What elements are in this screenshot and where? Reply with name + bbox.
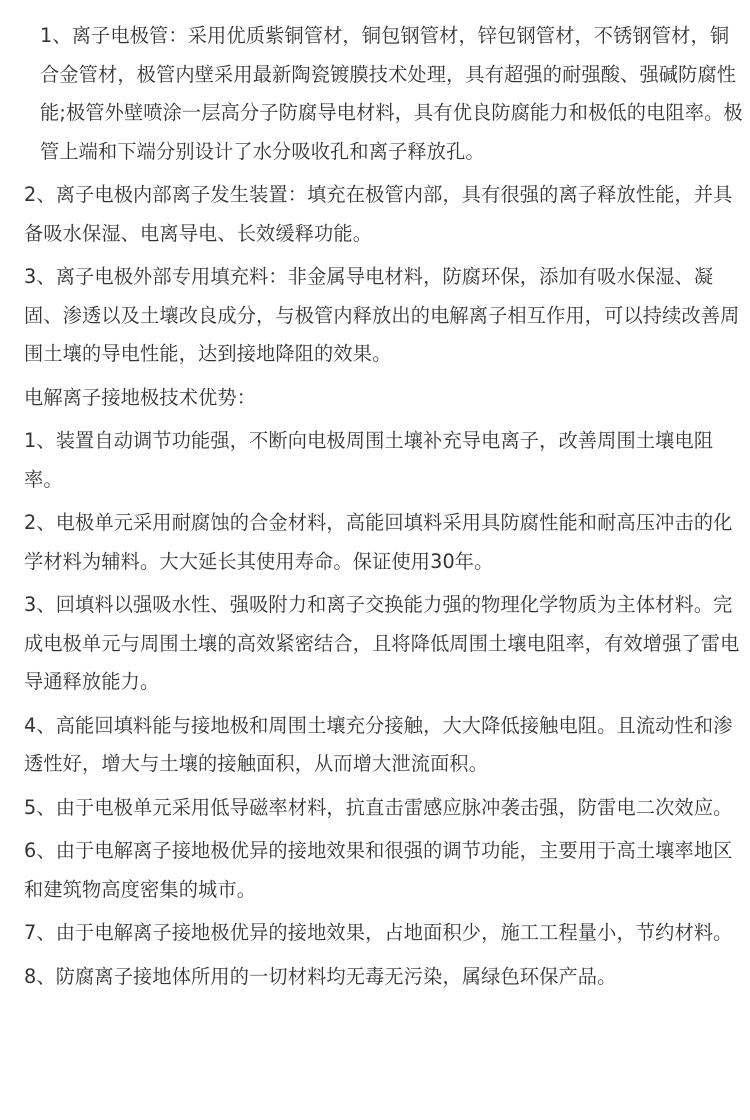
advantage-item-3: 3、回填料以强吸水性、强吸附力和离子交换能力强的物理化学物质为主体材料。完成电极单元与周围土壤的高效紧密结合，且将降低周围土壤电阻率，有效增强了雷电导通释放能力。 [24,593,740,693]
advantage-item-8: 8、防腐离子接地体所用的一切材料均无毒无污染，属绿色环保产品。 [24,964,617,988]
section-heading-advantages: 电解离子接地极技术优势： [24,385,257,409]
advantage-item-1: 1、装置自动调节功能强，不断向电极周围土壤补充导电离子，改善周围土壤电阻率。 [24,429,714,491]
advantage-item-4: 4、高能回填料能与接地极和周围土壤充分接触，大大降低接触电阻。且流动性和渗透性好，增大与土壤的接触面积，从而增大泄流面积。 [24,713,733,775]
advantage-item-5: 5、由于电极单元采用低导磁率材料，抗直击雷感应脉冲袭击强，防雷电二次效应。 [24,795,733,819]
advantage-item-7: 7、由于电解离子接地极优异的接地效果，占地面积少，施工工程量小，节约材料。 [24,921,733,944]
paragraph-ion-generator: 2、离子电极内部离子发生装置：填充在极管内部，具有很强的离子释放性能，并具备吸水保湿、电离导电、长效缓释功能。 [24,183,733,245]
paragraph-external-filler: 3、离子电极外部专用填充料：非金属导电材料，防腐环保，添加有吸水保湿、凝固、渗透以及土壤改良成分，与极管内释放出的电解离子相互作用，可以持续改善周围土壤的导电性能，达到接地降阻的效果。 [24,265,740,365]
advantage-item-6: 6、由于电解离子接地极优异的接地效果和很强的调节功能，主要用于高土壤率地区和建筑物高度密集的城市。 [24,839,733,901]
document-body [24,17,744,1001]
advantage-item-2: 2、电极单元采用耐腐蚀的合金材料，高能回填料采用具防腐性能和耐高压冲击的化学材料为辅料。大大延长其使用寿命。保证使用30年。 [24,511,733,573]
paragraph-electrode-tube: 1、离子电极管：采用优质紫铜管材，铜包钢管材，锌包钢管材，不锈钢管材，铜合金管材，极管内壁采用最新陶瓷镀膜技术处理，具有超强的耐强酸、强碱防腐性能;极管外壁喷涂一层高分子防腐导电材料，具有优良防腐能力和极低的电阻率。极管上端和下端分别设计了水分吸收孔和离子释放孔。 [40,24,743,163]
